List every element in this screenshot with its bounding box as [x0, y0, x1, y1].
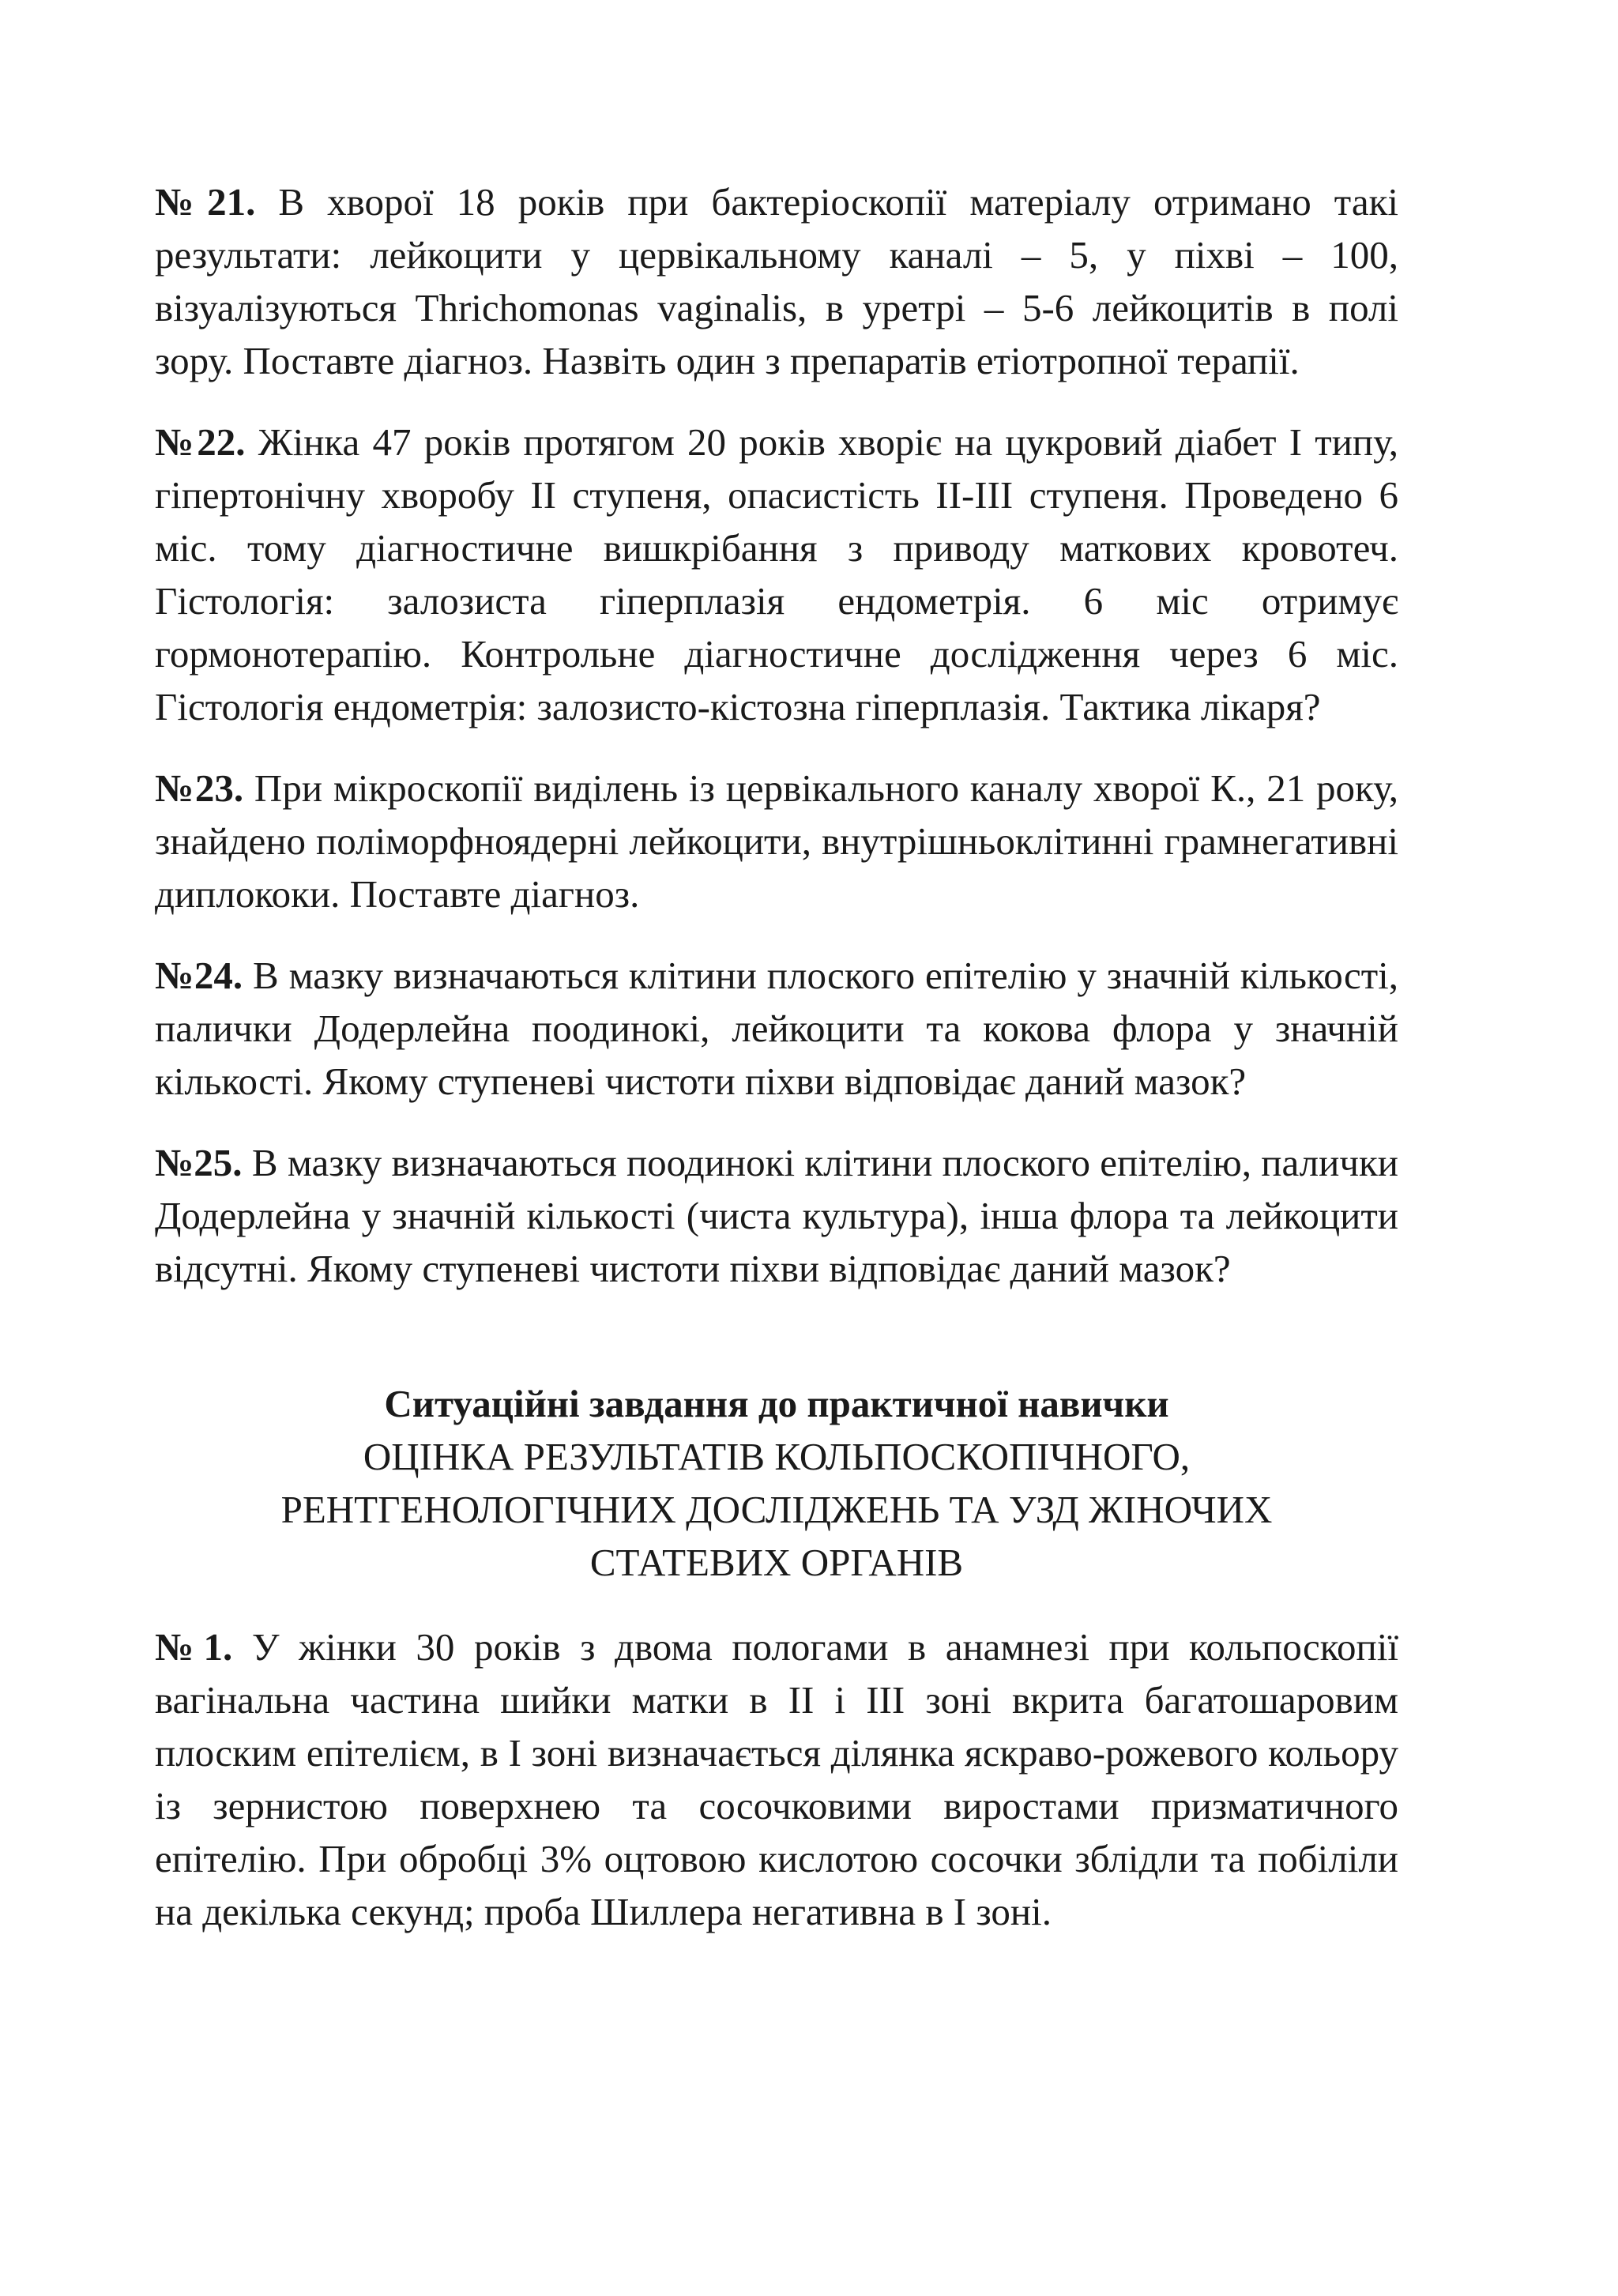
task-number: №21. [155, 180, 256, 224]
task-1 [155, 1620, 1398, 1938]
task-number: №25. [155, 1141, 243, 1184]
task-number: №1. [155, 1625, 233, 1669]
task-text: Жінка 47 років протягом 20 років хворіє на цукровий діабет І типу, гіпертонічну хворобу ІІ ступеня, опасистість ІІ-ІІІ ступеня. Проведено 6 міс. тому діагностичне вишкрібання з приводу маткових кровотеч. Гістологія: залозиста гіперплазія ендометрія. 6 міс отримує гормонотерапію. Контрольне діагностичне дослідження через 6 міс. Гістологія ендометрія: залозисто-кістозна гіперплазія. Тактика лікаря? [155, 420, 1398, 728]
page-content [155, 175, 1398, 1967]
task-25 [155, 1136, 1398, 1295]
section-subtitle-line: СТАТЕВИХ ОРГАНІВ [589, 1541, 964, 1584]
task-text: В мазку визначаються поодинокі клітини плоского епітелію, палички Додерлейна у значній кількості (чиста культура), інша флора та лейкоцити відсутні. Якому ступеневі чистоти піхви відповідає даний мазок? [155, 1141, 1398, 1290]
section-title: Ситуаційні завдання до практичної навички [384, 1382, 1169, 1425]
task-text: В хворої 18 років при бактеріоскопії матеріалу отримано такі результати: лейкоцити у цервікальному каналі – 5, у піхві – 100, візуалізуються Thrichomonas vaginalis, в уретрі – 5-6 лейкоцитів в полі зору. Поставте діагноз. Назвіть один з препаратів етіотропної терапії. [155, 180, 1398, 382]
task-23 [155, 762, 1398, 920]
task-number: №24. [155, 954, 243, 997]
section-subtitle-line: РЕНТГЕНОЛОГІЧНИХ ДОСЛІДЖЕНЬ ТА УЗД ЖІНОЧИХ [280, 1488, 1273, 1531]
task-24 [155, 949, 1398, 1108]
task-22 [155, 416, 1398, 733]
task-text: У жінки 30 років з двома пологами в анамнезі при кольпоскопії вагінальна частина шийки матки в ІІ і ІІІ зоні вкрита багатошаровим плоским епітелієм, в І зоні визначається ділянка яскраво-рожевого кольору із зернистою поверхнею та сосочковими виростами призматичного епітелію. При обробці 3% оцтовою кислотою сосочки зблідли та побіліли на декілька секунд; проба Шиллера негативна в І зоні. [155, 1625, 1398, 1933]
task-text: При мікроскопії виділень із цервікального каналу хворої К., 21 року, знайдено поліморфноядерні лейкоцити, внутрішньоклітинні грамнегативні диплококи. Поставте діагноз. [155, 766, 1398, 916]
task-21 [155, 175, 1398, 387]
task-number: №23. [155, 766, 244, 810]
task-text: В мазку визначаються клітини плоского епітелію у значній кількості, палички Додерлейна поодинокі, лейкоцити та кокова флора у значній кількості. Якому ступеневі чистоти піхви відповідає даний мазок? [155, 954, 1398, 1103]
section-subtitle-line: ОЦІНКА РЕЗУЛЬТАТІВ КОЛЬПОСКОПІЧНОГО, [363, 1435, 1191, 1478]
section-heading [155, 1377, 1398, 1589]
task-number: №22. [155, 420, 246, 464]
